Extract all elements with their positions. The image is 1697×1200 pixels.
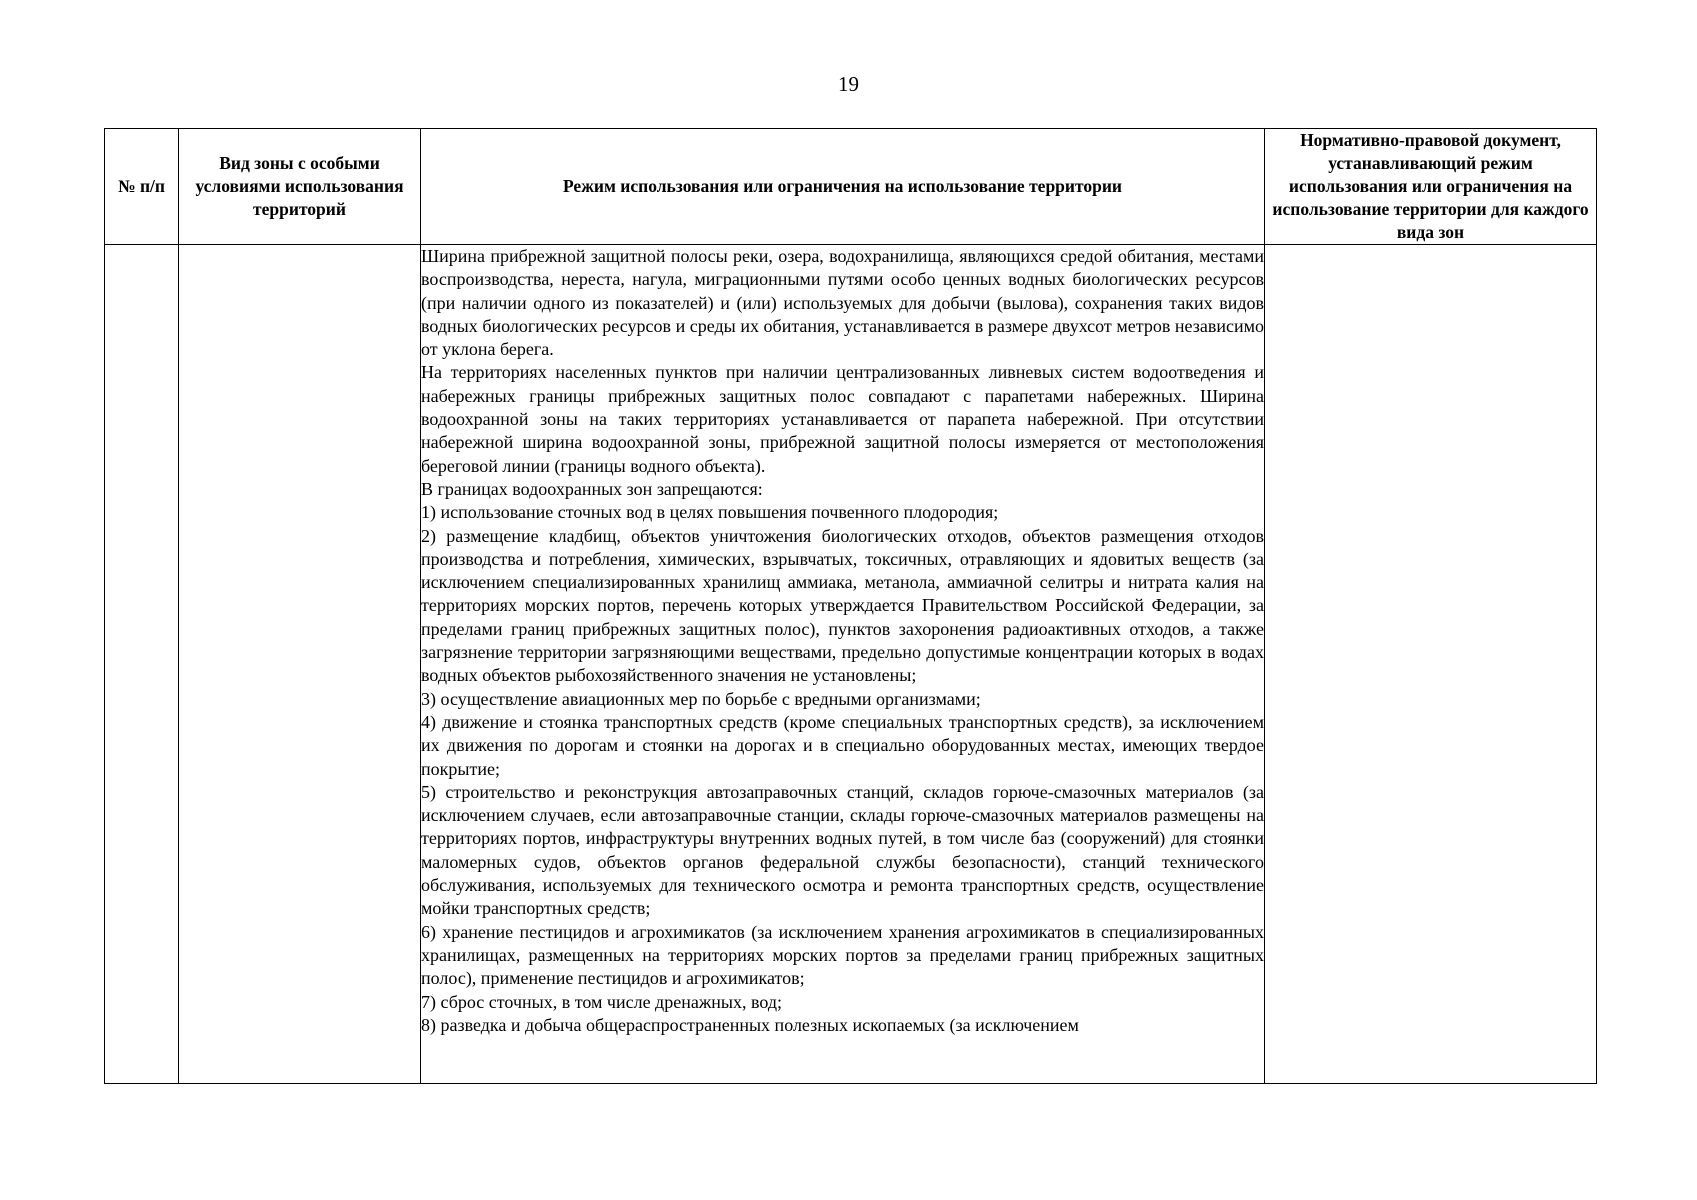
header-zone-type: Вид зоны с особыми условиями использования территорий bbox=[179, 129, 421, 245]
paragraph: 4) движение и стоянка транспортных средств (кроме специальных транспортных средств), за исключением их движения по дорогам и стоянки на дорогах и в специально оборудованных местах, имеющих твердое покрытие; bbox=[421, 711, 1264, 779]
paragraph: Ширина прибрежной защитной полосы реки, озера, водохранилища, являющихся средой обитания, местами воспроизводства, нереста, нагула, миграционными путями особо ценных водных биологических ресурсов (при наличии одного из показателей) и (или) используемых для добычи (вылова), сохранения таких видов водных биологических ресурсов и среды их обитания, устанавливается в размере двухсот метров независимо от уклона берега. bbox=[421, 246, 1264, 360]
table-row bbox=[105, 245, 1597, 1084]
paragraph: 6) хранение пестицидов и агрохимикатов (за исключением хранения агрохимикатов в специализированных хранилищах, размещенных на территориях морских портов за пределами границ прибрежных защитных полос), применение пестицидов и агрохимикатов; bbox=[421, 921, 1264, 989]
paragraph: 7) сброс сточных, в том числе дренажных, вод; bbox=[421, 991, 783, 1012]
paragraph: На территориях населенных пунктов при наличии централизованных ливневых систем водоотведения и набережных границы прибрежных защитных полос совпадают с парапетами набережных. Ширина водоохранной зоны на таких территориях устанавливается от парапета набережной. При отсутствии набережной ширина водоохранной зоны, прибрежной защитной полосы измеряется от местоположения береговой линии (границы водного объекта). bbox=[421, 362, 1264, 476]
header-regime: Режим использования или ограничения на использование территории bbox=[421, 129, 1265, 245]
paragraph: 2) размещение кладбищ, объектов уничтожения биологических отходов, объектов размещения отходов производства и потребления, химических, взрывчатых, токсичных, отравляющих и ядовитых веществ (за исключением специализированных хранилищ аммиака, метанола, аммиачной селитры и нитрата калия на территориях морских портов, перечень которых утверждается Правительством Российской Федерации, за пределами границ прибрежных защитных полос), пунктов захоронения радиоактивных отходов, а также загрязнение территории загрязняющими веществами, предельно допустимые концентрации которых в водах водных объектов рыбохозяйственного значения не установлены; bbox=[421, 525, 1264, 686]
cell-zone-type bbox=[179, 245, 421, 1084]
cell-number bbox=[105, 245, 179, 1084]
cell-regime-text bbox=[421, 245, 1265, 1084]
paragraph: 1) использование сточных вод в целях повышения почвенного плодородия; bbox=[421, 502, 999, 523]
table-header-row bbox=[105, 129, 1597, 245]
header-normative-document: Нормативно-правовой документ, устанавливающий режим использования или ограничения на использование территории для каждого вида зон bbox=[1265, 129, 1597, 245]
paragraph: В границах водоохранных зон запрещаются: bbox=[421, 478, 763, 499]
paragraph: 8) разведка и добыча общераспространенных полезных ископаемых (за исключением bbox=[421, 1014, 1079, 1035]
header-number: № п/п bbox=[105, 129, 179, 245]
paragraph: 3) осуществление авиационных мер по борьбе с вредными организмами; bbox=[421, 688, 981, 709]
page-number: 19 bbox=[838, 72, 859, 96]
zones-table bbox=[104, 128, 1597, 1084]
paragraph: 5) строительство и реконструкция автозаправочных станций, складов горюче-смазочных материалов (за исключением случаев, если автозаправочные станции, склады горюче-смазочных материалов размещены на территориях портов, инфраструктуры внутренних водных путей, в том числе баз (сооружений) для стоянки маломерных судов, объектов органов федеральной службы безопасности), станций технического обслуживания, используемых для технического осмотра и ремонта транспортных средств, осуществление мойки транспортных средств; bbox=[421, 781, 1264, 919]
cell-normative-document bbox=[1265, 245, 1597, 1084]
